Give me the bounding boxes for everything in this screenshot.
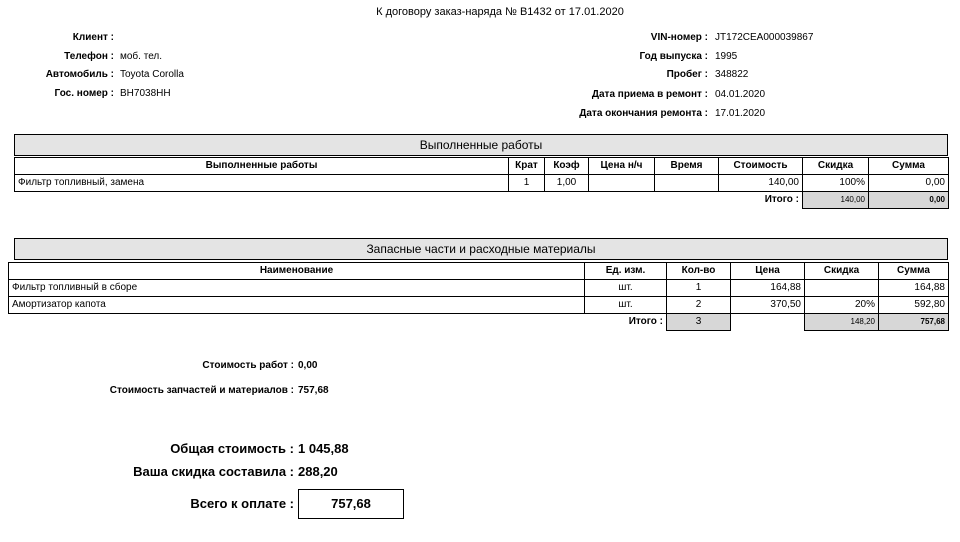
parts-total-discount: 148,20 bbox=[805, 314, 879, 331]
works-col-name: Выполненные работы bbox=[15, 158, 509, 175]
work-sum: 0,00 bbox=[869, 175, 949, 192]
vin-label: VIN-номер : bbox=[650, 32, 708, 43]
work-discount: 100% bbox=[803, 175, 869, 192]
mileage-label: Пробег : bbox=[666, 69, 708, 80]
part-price: 370,50 bbox=[731, 297, 805, 314]
date-out-label: Дата окончания ремонта : bbox=[579, 108, 708, 119]
parts-col-sum: Сумма bbox=[879, 263, 949, 280]
part-qty: 1 bbox=[667, 280, 731, 297]
parts-table bbox=[8, 262, 949, 331]
date-in-label: Дата приема в ремонт : bbox=[591, 89, 708, 100]
works-total-discount: 140,00 bbox=[803, 192, 869, 209]
to-pay-label: Всего к оплате : bbox=[190, 496, 294, 511]
table-row bbox=[9, 280, 949, 297]
parts-col-qty: Кол-во bbox=[667, 263, 731, 280]
works-total-sum: 0,00 bbox=[869, 192, 949, 209]
parts-cost-label: Стоимость запчастей и материалов : bbox=[109, 385, 294, 396]
plate-value: ВН7038НН bbox=[120, 88, 171, 99]
car-value: Toyota Corolla bbox=[120, 69, 184, 80]
part-discount bbox=[805, 280, 879, 297]
work-krat: 1 bbox=[509, 175, 545, 192]
total-cost-label: Общая стоимость : bbox=[170, 441, 294, 456]
work-cost: 140,00 bbox=[719, 175, 803, 192]
car-label: Автомобиль : bbox=[45, 69, 114, 80]
phone-value: моб. тел. bbox=[120, 51, 163, 62]
document-title: К договору заказ-наряда № В1432 от 17.01.2020 bbox=[376, 6, 624, 18]
table-row bbox=[9, 297, 949, 314]
date-out-value: 17.01.2020 bbox=[715, 108, 766, 119]
table-row bbox=[15, 175, 949, 192]
part-sum: 164,88 bbox=[879, 280, 949, 297]
plate-label: Гос. номер : bbox=[54, 88, 114, 99]
part-price: 164,88 bbox=[731, 280, 805, 297]
parts-total-sum: 757,68 bbox=[879, 314, 949, 331]
work-time bbox=[655, 175, 719, 192]
client-label: Клиент : bbox=[72, 32, 114, 43]
part-unit: шт. bbox=[585, 297, 667, 314]
works-col-sum: Сумма bbox=[869, 158, 949, 175]
parts-header-row bbox=[9, 263, 949, 280]
works-col-koef: Коэф bbox=[545, 158, 589, 175]
work-koef: 1,00 bbox=[545, 175, 589, 192]
works-cost-label: Стоимость работ : bbox=[202, 360, 294, 371]
works-total-row bbox=[15, 192, 949, 209]
part-discount: 20% bbox=[805, 297, 879, 314]
work-name: Фильтр топливный, замена bbox=[15, 175, 509, 192]
phone-label: Телефон : bbox=[64, 51, 114, 62]
parts-col-price: Цена bbox=[731, 263, 805, 280]
discount-value: 288,20 bbox=[298, 464, 338, 479]
parts-col-unit: Ед. изм. bbox=[585, 263, 667, 280]
vin-value: JT172CEA000039867 bbox=[715, 32, 814, 43]
part-name: Фильтр топливный в сборе bbox=[9, 280, 585, 297]
part-qty: 2 bbox=[667, 297, 731, 314]
parts-cost-value: 757,68 bbox=[298, 385, 329, 396]
parts-section-title: Запасные части и расходные материалы bbox=[14, 238, 948, 260]
part-unit: шт. bbox=[585, 280, 667, 297]
year-label: Год выпуска : bbox=[639, 51, 708, 62]
works-table bbox=[14, 157, 949, 209]
total-cost-value: 1 045,88 bbox=[298, 441, 349, 456]
part-sum: 592,80 bbox=[879, 297, 949, 314]
date-in-value: 04.01.2020 bbox=[715, 89, 766, 100]
mileage-value: 348822 bbox=[715, 69, 749, 80]
part-name: Амортизатор капота bbox=[9, 297, 585, 314]
works-col-price-per-hour: Цена н/ч bbox=[589, 158, 655, 175]
works-header-row bbox=[15, 158, 949, 175]
works-cost-value: 0,00 bbox=[298, 360, 318, 371]
discount-label: Ваша скидка составила : bbox=[133, 464, 294, 479]
parts-total-row bbox=[9, 314, 949, 331]
parts-total-qty: 3 bbox=[667, 314, 731, 331]
year-value: 1995 bbox=[715, 51, 738, 62]
works-col-cost: Стоимость bbox=[719, 158, 803, 175]
works-section-title: Выполненные работы bbox=[14, 134, 948, 156]
parts-total-label: Итого : bbox=[628, 316, 663, 328]
parts-col-discount: Скидка bbox=[805, 263, 879, 280]
works-col-discount: Скидка bbox=[803, 158, 869, 175]
parts-col-name: Наименование bbox=[9, 263, 585, 280]
works-total-label: Итого : bbox=[764, 194, 799, 206]
works-col-time: Время bbox=[655, 158, 719, 175]
work-price-per-hour bbox=[589, 175, 655, 192]
works-col-krat: Крат bbox=[509, 158, 545, 175]
to-pay-value-box: 757,68 bbox=[298, 489, 404, 519]
